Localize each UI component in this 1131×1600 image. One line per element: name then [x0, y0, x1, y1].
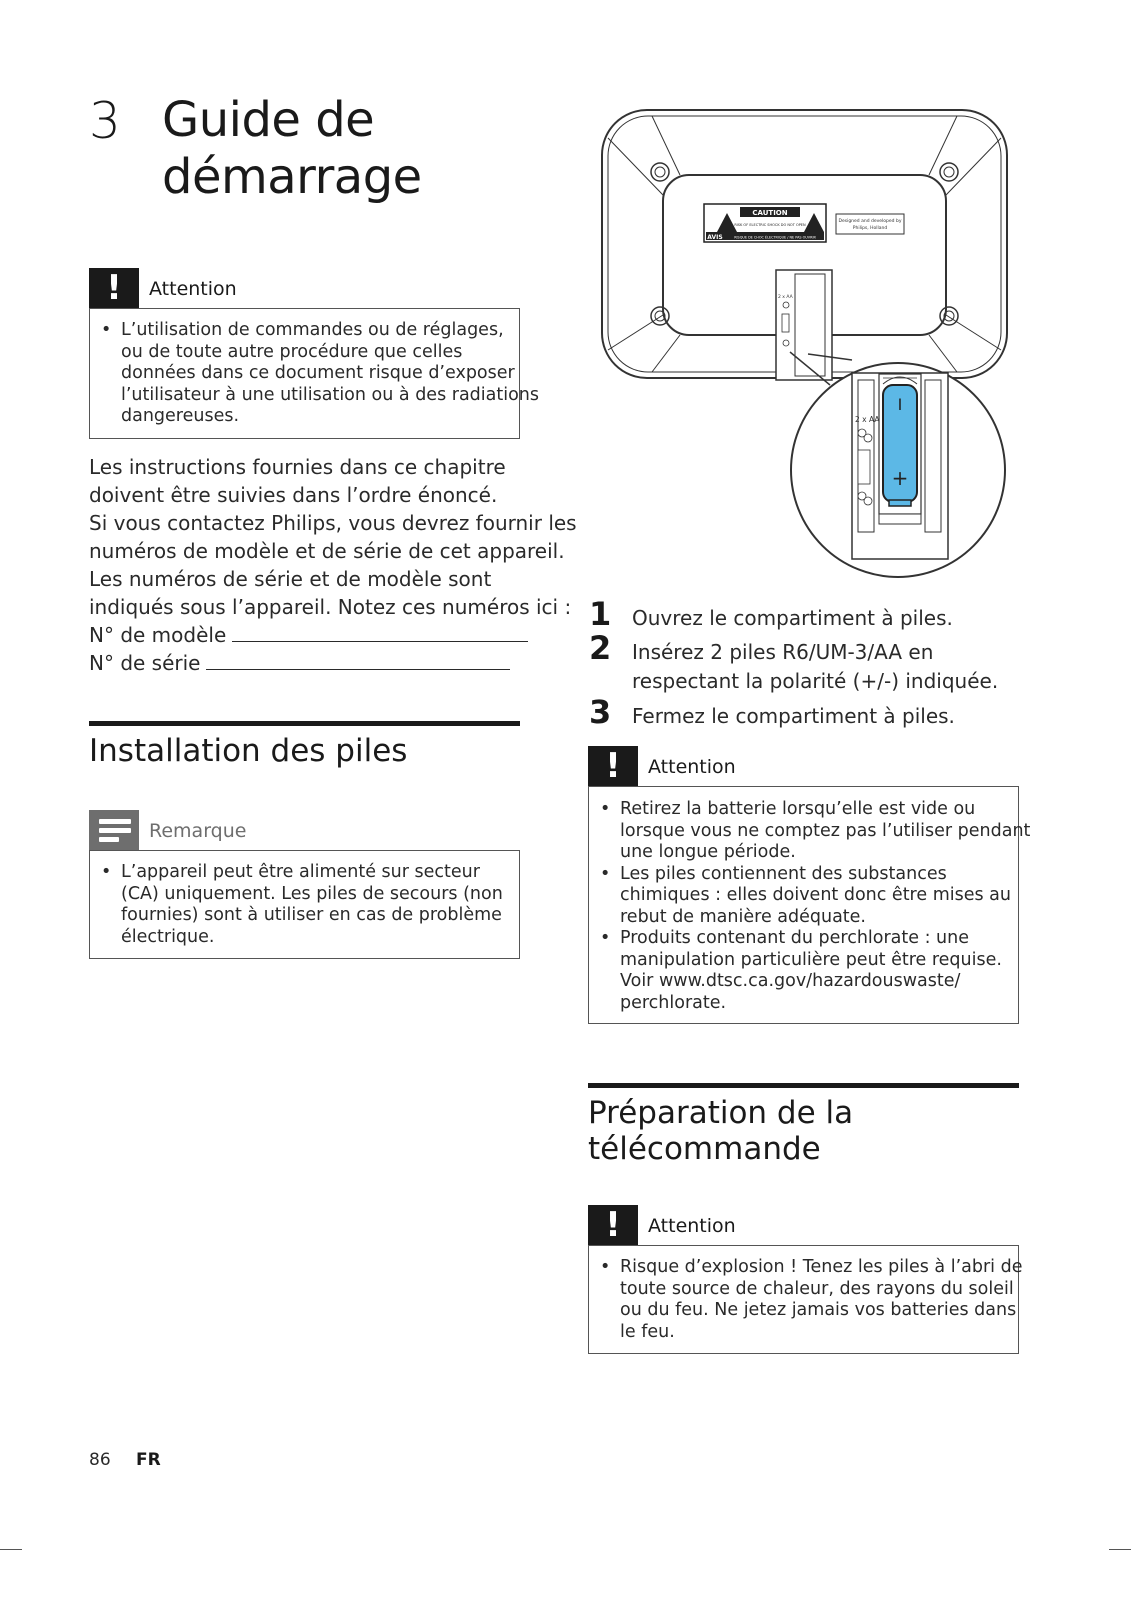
battery-label: 2 x AA: [855, 415, 880, 424]
step-text: respectant la polarité (+/-) indiquée.: [632, 669, 999, 693]
section-title-installation: Installation des piles: [89, 733, 408, 769]
section-title-line: Préparation de la: [588, 1095, 854, 1131]
callout-line: dangereuses.: [121, 406, 240, 426]
callout-line: • L’utilisation de commandes ou de réglages,: [121, 320, 504, 340]
callout-line: • Retirez la batterie lorsqu’elle est vide ou: [620, 799, 976, 819]
exclamation-icon: !: [588, 1205, 638, 1245]
serial-number-label: N° de série: [89, 651, 201, 675]
caution-label: [704, 204, 826, 242]
callout-line: le feu.: [620, 1321, 675, 1342]
chapter-number: 3: [89, 92, 121, 150]
attention-label: Attention: [149, 278, 237, 300]
designed-by-text: Designed and developed by: [838, 219, 902, 224]
section-title-line: télécommande: [588, 1131, 821, 1167]
callout-item: [600, 863, 1011, 929]
battery-label-small: 2 x AA: [778, 295, 793, 300]
designed-by-text: Philips, Holland: [852, 226, 888, 231]
callout-line: • Produits contenant du perchlorate : une: [620, 928, 969, 948]
callout-line: électrique.: [121, 926, 215, 947]
intro-paragraph: [89, 453, 577, 677]
callout-item: [600, 928, 1008, 1014]
designed-by-label: [836, 214, 904, 234]
avis-subtext: RISQUE DE CHOC ÉLECTRIQUE / NE PAS OUVRIR: [734, 235, 816, 240]
attention-callout-header: [89, 268, 520, 308]
callout-line: lorsque vous ne comptez pas l’utiliser pendant: [620, 820, 1031, 841]
intro-line: indiqués sous l’appareil. Notez ces numéros ici :: [89, 595, 572, 619]
callout-line: rebut de manière adéquate.: [620, 906, 866, 927]
callout-line: toute source de chaleur, des rayons du soleil: [620, 1278, 1014, 1299]
caution-subtext: RISK OF ELECTRIC SHOCK DO NOT OPEN: [734, 223, 806, 227]
callout-line: une longue période.: [620, 842, 796, 862]
callout-item: [600, 799, 1031, 864]
step-number: 3: [589, 693, 612, 731]
section-title-remote: [588, 1095, 853, 1167]
callout-line: ou de toute autre procédure que celles: [121, 341, 463, 362]
callout-line: • L’appareil peut être alimenté sur secteur: [121, 862, 480, 882]
battery-compartment-illustration: [590, 100, 1020, 580]
chapter-title: [162, 92, 422, 206]
intro-line: Les numéros de série et de modèle sont: [89, 567, 492, 591]
serial-number-blank[interactable]: [206, 649, 510, 670]
intro-line: Si vous contactez Philips, vous devrez fournir les: [89, 511, 577, 535]
step-text: Fermez le compartiment à piles.: [632, 704, 955, 728]
battery-plus-sign: +: [891, 466, 909, 490]
step-number: 1: [589, 595, 612, 633]
intro-line: Les instructions fournies dans ce chapitre: [89, 455, 506, 479]
battery-zoom-circle: [791, 363, 1005, 577]
note-callout-box: [89, 850, 520, 959]
exclamation-icon: !: [89, 268, 139, 308]
callout-line: fournies) sont à utiliser en cas de problème: [121, 905, 502, 925]
section-rule: [89, 721, 520, 726]
intro-line: numéros de modèle et de série de cet appareil.: [89, 539, 565, 563]
callout-line: perchlorate.: [620, 992, 727, 1013]
caution-text: CAUTION: [752, 209, 788, 217]
model-number-row: [89, 621, 529, 649]
avis-text: AVIS: [707, 234, 723, 241]
note-icon: [89, 810, 139, 850]
intro-line: doivent être suivies dans l’ordre énoncé.: [89, 483, 498, 507]
language-code: FR: [136, 1450, 161, 1470]
serial-number-row: [89, 649, 529, 677]
chapter-title-line: Guide de: [162, 92, 375, 148]
crop-mark: [1109, 1549, 1131, 1550]
callout-item: [101, 862, 509, 948]
step-text: Ouvrez le compartiment à piles.: [632, 606, 953, 630]
callout-line: (CA) uniquement. Les piles de secours (non: [121, 883, 503, 904]
note-label: Remarque: [149, 820, 247, 842]
callout-line: • Les piles contiennent des substances: [620, 863, 947, 884]
attention-label: Attention: [648, 756, 736, 778]
callout-line: ou du feu. Ne jetez jamais vos batteries dans: [620, 1300, 1017, 1320]
model-number-blank[interactable]: [232, 621, 528, 642]
callout-item: [600, 1257, 1023, 1343]
chapter-title-line: démarrage: [162, 149, 422, 205]
attention-callout-header: [588, 1205, 1019, 1245]
callout-line: chimiques : elles doivent donc être mises au: [620, 885, 1011, 905]
section-rule: [588, 1083, 1019, 1088]
callout-line: Voir www.dtsc.ca.gov/hazardouswaste/: [620, 971, 961, 991]
step-number: 2: [589, 629, 612, 667]
callout-line: l’utilisateur à une utilisation ou à des radiations: [121, 384, 540, 405]
exclamation-icon: !: [588, 746, 638, 786]
attention-callout-header: [588, 746, 1019, 786]
attention-callout-box: [588, 1245, 1023, 1354]
step-text: Insérez 2 piles R6/UM-3/AA en: [632, 640, 934, 664]
callout-item: [101, 320, 540, 428]
note-callout-header: [89, 810, 520, 850]
attention-label: Attention: [648, 1215, 736, 1237]
attention-callout-box: [588, 786, 1031, 1024]
crop-mark: [0, 1549, 22, 1550]
model-number-label: N° de modèle: [89, 623, 227, 647]
callout-line: manipulation particulière peut être requise.: [620, 949, 1002, 970]
attention-callout-box: [89, 308, 540, 439]
page-number: 86: [89, 1450, 111, 1470]
callout-line: • Risque d’explosion ! Tenez les piles à l’abri de: [620, 1257, 1023, 1277]
battery-minus-sign: I: [897, 395, 903, 414]
callout-line: données dans ce document risque d’exposer: [121, 363, 515, 383]
